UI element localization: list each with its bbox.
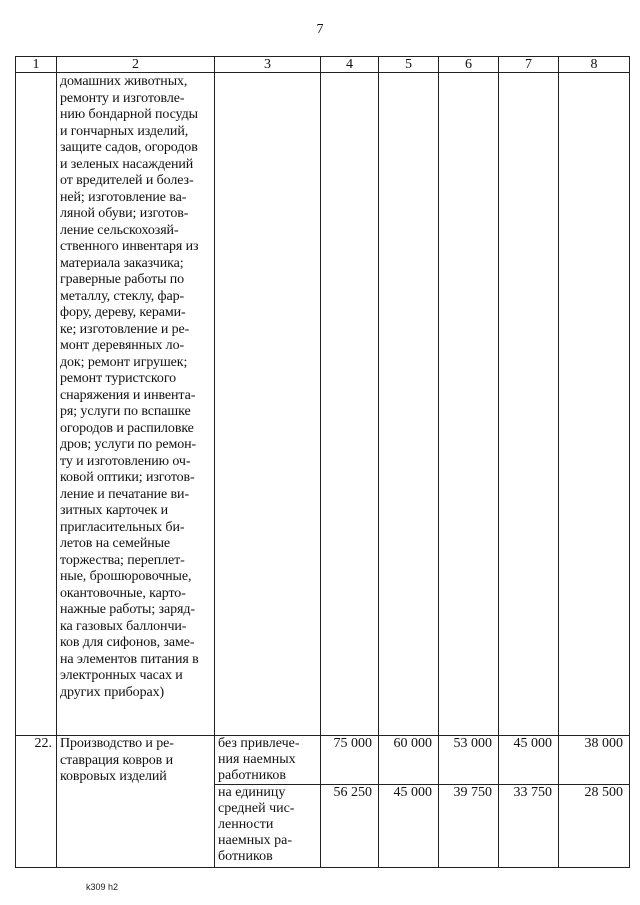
table-row-continuation: [16, 73, 630, 736]
row-22-per-employee-value-col-5: 45 000: [379, 785, 439, 868]
column-header-5: 5: [379, 57, 439, 73]
continuation-value-cell: [499, 73, 559, 736]
continuation-number-cell: [16, 73, 57, 736]
column-header-3: 3: [215, 57, 321, 73]
continuation-value-cell: [439, 73, 499, 736]
column-number-row: [16, 57, 630, 73]
column-header-6: 6: [439, 57, 499, 73]
row-22-value-col-5: 60 000: [379, 736, 439, 785]
row-22-per-employee-value-col-7: 33 750: [499, 785, 559, 868]
row-22-value-col-7: 45 000: [499, 736, 559, 785]
page-number: 7: [316, 22, 324, 37]
column-header-2: 2: [57, 57, 215, 73]
row-22-per-employee-value-col-6: 39 750: [439, 785, 499, 868]
column-header-1: 1: [16, 57, 57, 73]
row-22-per-employee-value-col-8: 28 500: [559, 785, 630, 868]
column-header-8: 8: [559, 57, 630, 73]
row-22-value-col-8: 38 000: [559, 736, 630, 785]
row-number-22: 22.: [16, 736, 57, 868]
continuation-condition-cell: [215, 73, 321, 736]
column-header-7: 7: [499, 57, 559, 73]
continuation-value-cell: [321, 73, 379, 736]
row-22-condition-per-employee: на единицу средней чис- ленности наемных ра- ботников: [215, 785, 321, 868]
column-header-4: 4: [321, 57, 379, 73]
row-22-description: Производство и ре- ставрация ковров и ковровых изделий: [57, 736, 215, 868]
continuation-value-cell: [379, 73, 439, 736]
table-row-22-without-employees: [16, 736, 630, 785]
row-22-per-employee-value-col-4: 56 250: [321, 785, 379, 868]
footer-document-code: k309 h2: [86, 882, 119, 892]
row-22-condition-without-employees: без привлече- ния наемных работников: [215, 736, 321, 785]
tax-rate-table: [15, 56, 630, 868]
continuation-description-cell: домашних животных, ремонту и изготовле- нию бондарной посуды и гончарных изделий, защите садов, огородов и зеленых насаждений от вредителей и болез- ней; изготовление ва- ляной обуви; изготов- ление сельскохозяй- ственного инвентаря из материала заказчика; граверные работы по металлу, стеклу, фар- фору, дереву, керами- ке; изготовление и ре- монт деревянных ло- док; ремонт игрушек; ремонт туристского снаряжения и инвента- ря; услуги по вспашке огородов и распиловке дров; услуги по ремон- ту и изготовлению оч- ковой оптики; изготов- ление и печатание ви- зитных карточек и пригласительных би- летов на семейные торжества; переплет- ные, брошюровочные, окантовочные, карто- нажные работы; заряд- ка газовых баллончи- ков для сифонов, заме- на элементов питания в электронных часах и других приборах): [57, 73, 215, 736]
continuation-value-cell: [559, 73, 630, 736]
row-22-value-col-4: 75 000: [321, 736, 379, 785]
row-22-value-col-6: 53 000: [439, 736, 499, 785]
